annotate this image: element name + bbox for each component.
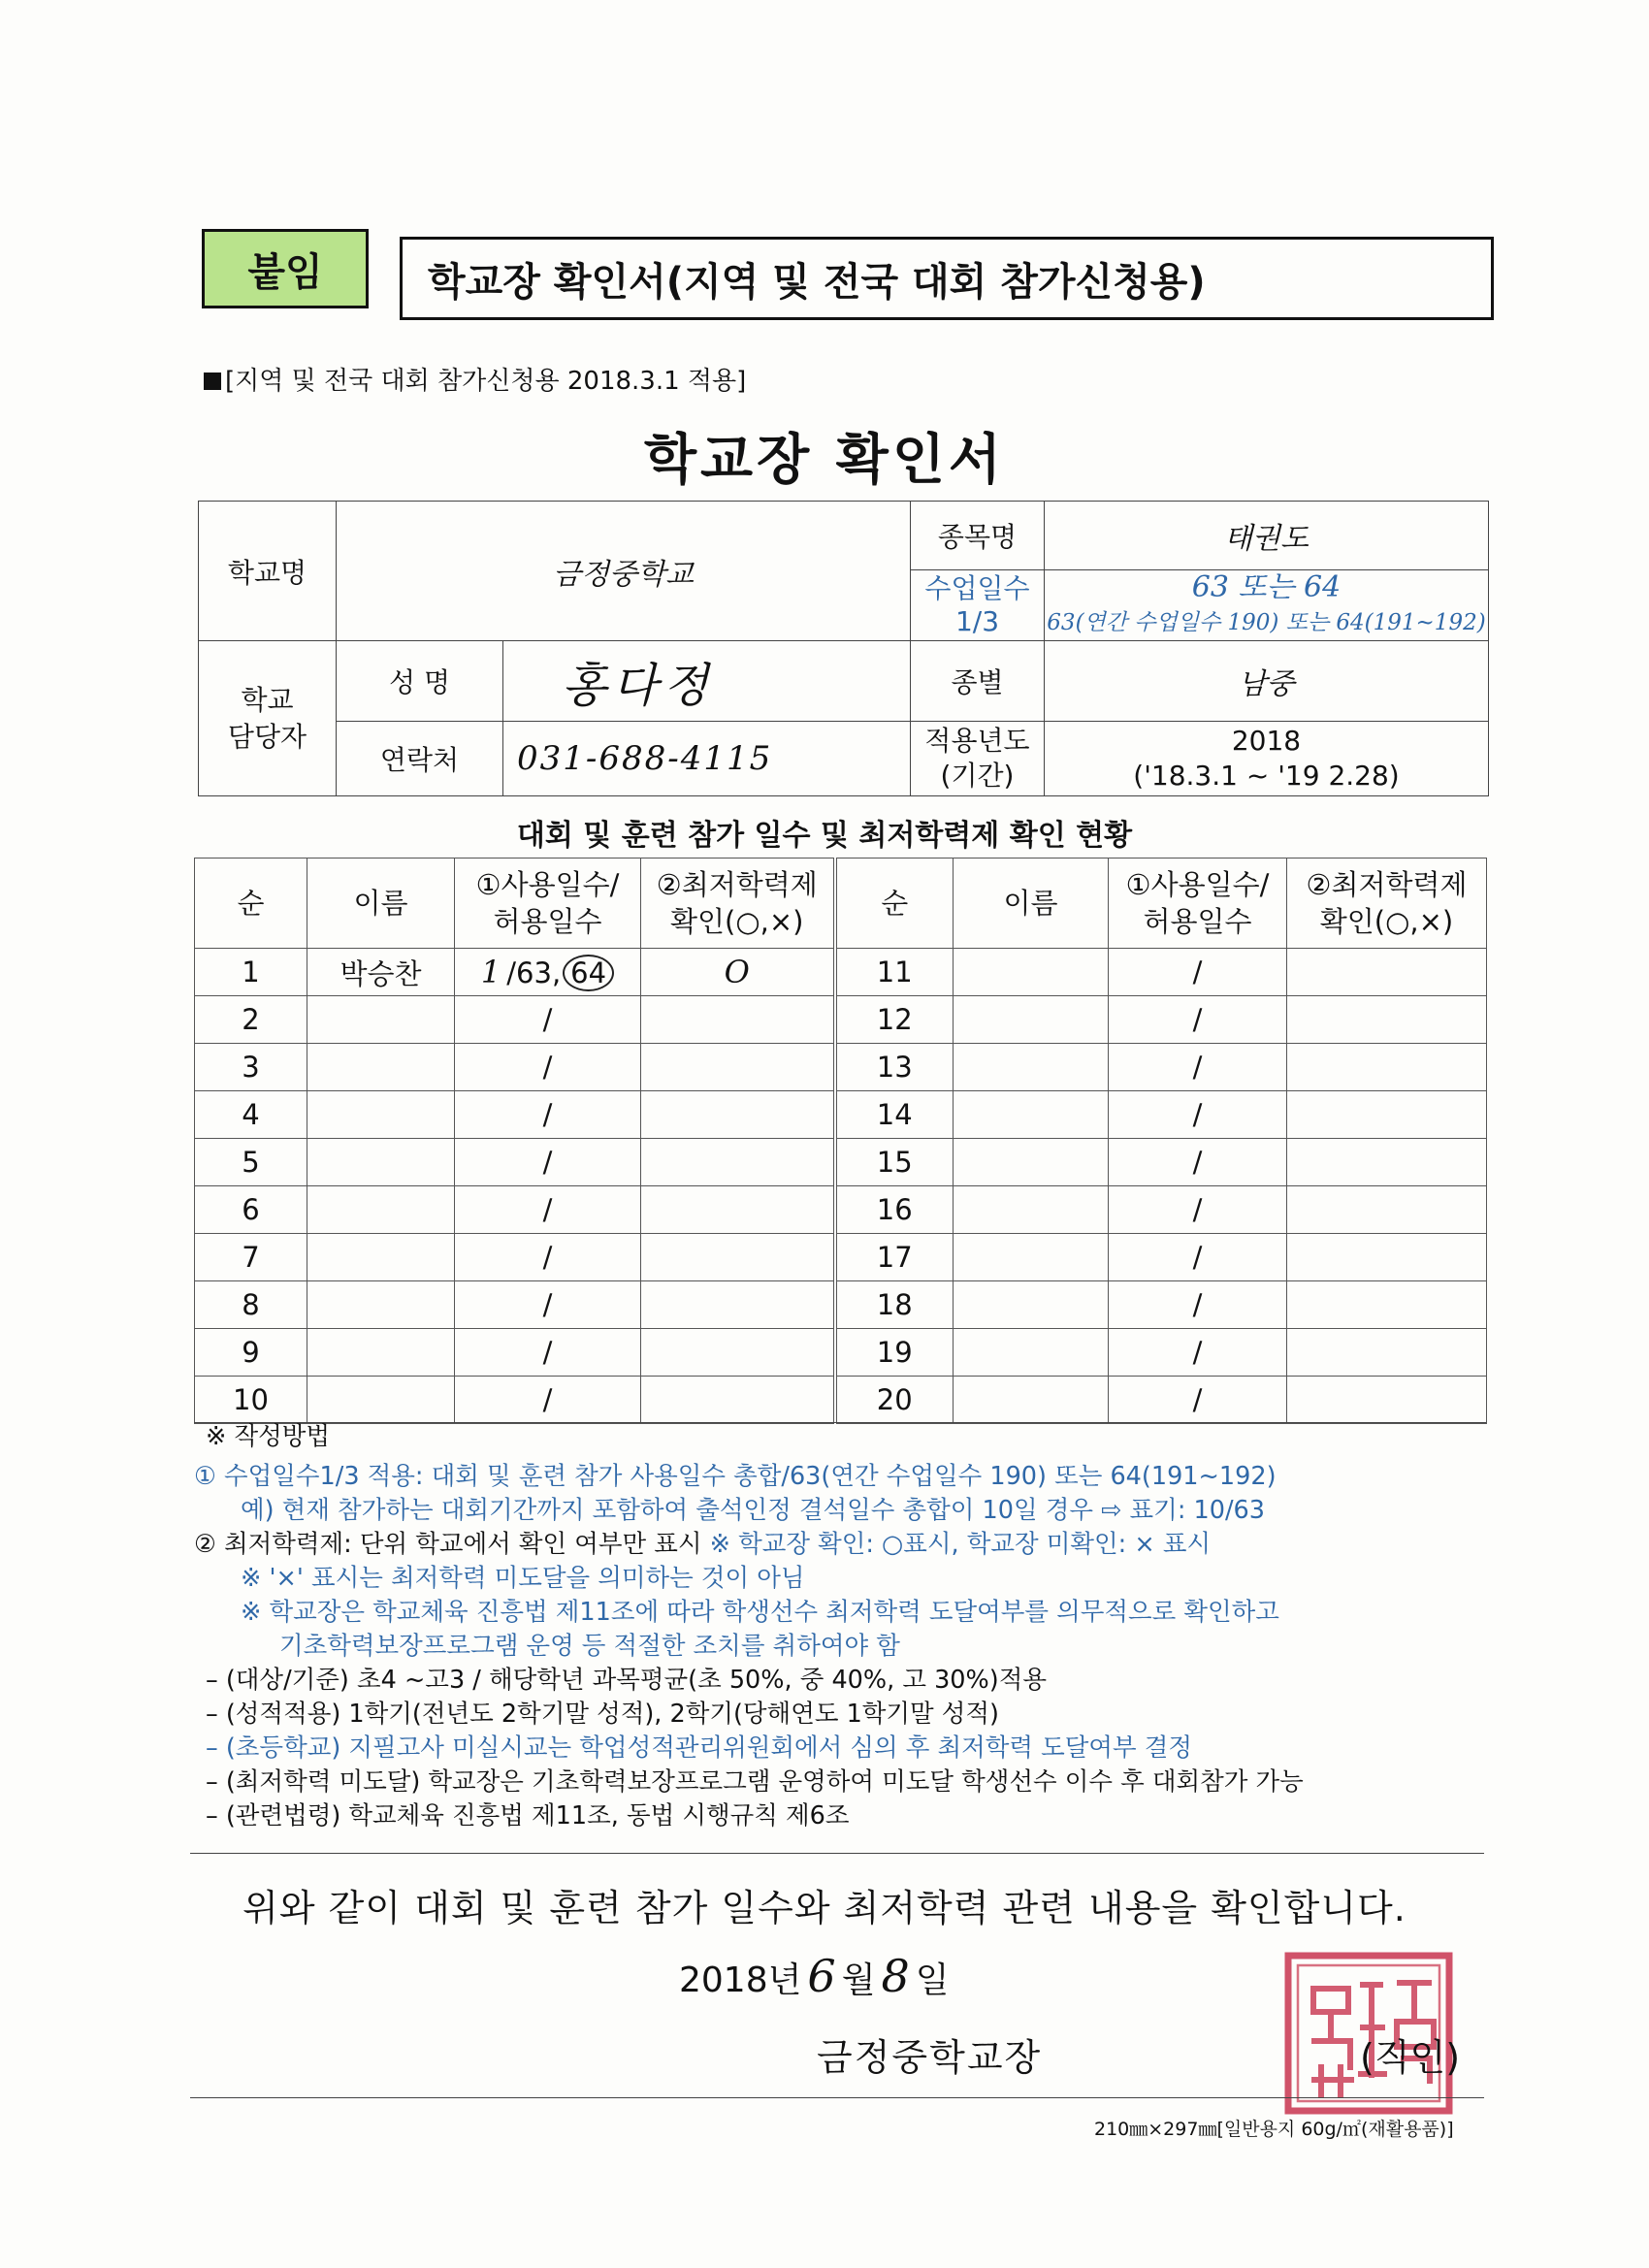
days-used-allowed: / <box>1109 1234 1287 1281</box>
min-academic-check <box>1287 1139 1487 1186</box>
attachment-tag: 붙임 <box>202 229 369 308</box>
apply-year-label: 적용년도 (기간) <box>911 722 1045 796</box>
student-name <box>307 1139 455 1186</box>
student-name <box>954 949 1109 996</box>
days-used-allowed: / <box>1109 1044 1287 1091</box>
apply-year-value: 2018 ('18.3.1 ~ '19 2.28) <box>1045 722 1489 796</box>
subtitle-text: [지역 및 전국 대회 참가신청용 2018.3.1 적용] <box>225 367 747 396</box>
event-value: 태권도 <box>1045 502 1489 570</box>
event-label: 종목명 <box>911 502 1045 570</box>
days-allowed-b: 64 <box>563 955 614 991</box>
min-academic-check <box>1287 1329 1487 1377</box>
student-name <box>954 996 1109 1044</box>
days-used-allowed: / <box>1109 1139 1287 1186</box>
row-number: 12 <box>835 996 954 1044</box>
roster-row <box>195 1186 1487 1234</box>
header-days: ①사용일수/ 허용일수 <box>455 859 641 949</box>
days-used-allowed: / <box>1109 1281 1287 1329</box>
class-days-label: 수업일수 1/3 <box>911 570 1045 641</box>
row-number: 6 <box>195 1186 307 1234</box>
row-number: 17 <box>835 1234 954 1281</box>
student-name <box>954 1091 1109 1139</box>
days-used-allowed: / <box>455 1091 641 1139</box>
min-academic-check <box>1287 949 1487 996</box>
square-bullet-icon <box>204 373 221 390</box>
student-name <box>307 1044 455 1091</box>
seal-label: (직인) <box>1360 2036 1461 2079</box>
header-name: 이름 <box>307 859 455 949</box>
min-academic-check <box>641 1186 835 1234</box>
form-subtitle <box>204 361 746 397</box>
name-label: 성 명 <box>337 641 503 722</box>
row-number: 14 <box>835 1091 954 1139</box>
notes-bottom-rule <box>190 1853 1484 1854</box>
roster-row <box>195 949 1487 996</box>
header-check: ②최저학력제 확인(○,×) <box>641 859 835 949</box>
days-used-allowed: / <box>455 1377 641 1424</box>
principal-title: 금정중학교장 <box>817 2036 1043 2079</box>
notes-heading: ※ 작성방법 <box>206 1422 331 1451</box>
student-name <box>307 1329 455 1377</box>
student-name <box>954 1234 1109 1281</box>
header-days-right: ①사용일수/ 허용일수 <box>1109 859 1287 949</box>
roster-row <box>195 1377 1487 1424</box>
info-table <box>198 501 1489 796</box>
student-name <box>307 1091 455 1139</box>
note-line: ② 최저학력제: 단위 학교에서 확인 여부만 표시 ※ 학교장 확인: ○표시, 학교장 미확인: × 표시 <box>194 1530 1212 1559</box>
days-used-allowed: / <box>455 1329 641 1377</box>
roster-table <box>194 858 1487 1424</box>
roster-row <box>195 1139 1487 1186</box>
student-name <box>954 1281 1109 1329</box>
row-number: 10 <box>195 1377 307 1424</box>
header-name-right: 이름 <box>954 859 1109 949</box>
note-line: – (최저학력 미도달) 학교장은 기초학력보장프로그램 운영하여 미도달 학생선수 이수 후 대회참가 가능 <box>206 1767 1304 1797</box>
student-name <box>954 1329 1109 1377</box>
row-number: 16 <box>835 1186 954 1234</box>
student-name <box>307 996 455 1044</box>
days-used-allowed: / <box>455 1281 641 1329</box>
row-number: 20 <box>835 1377 954 1424</box>
roster-row <box>195 996 1487 1044</box>
roster-header-row <box>195 859 1487 949</box>
days-used-allowed: / <box>1109 1329 1287 1377</box>
days-used-allowed: / <box>455 1186 641 1234</box>
student-name <box>954 1186 1109 1234</box>
gender-label: 종별 <box>911 641 1045 722</box>
min-academic-check <box>1287 1186 1487 1234</box>
student-name <box>307 1377 455 1424</box>
min-academic-check <box>641 996 835 1044</box>
min-academic-check <box>1287 996 1487 1044</box>
paper-spec: 210㎜×297㎜[일반용지 60g/㎡(재활용품)] <box>1094 2119 1454 2140</box>
min-academic-check <box>641 1234 835 1281</box>
days-used-allowed: / <box>1109 1377 1287 1424</box>
gender-value: 남중 <box>1045 641 1489 722</box>
note-line: 기초학력보장프로그램 운영 등 적절한 조치를 취하여야 함 <box>279 1632 900 1661</box>
row-number: 13 <box>835 1044 954 1091</box>
min-academic-check <box>1287 1091 1487 1139</box>
min-academic-check <box>641 1281 835 1329</box>
roster-row <box>195 1091 1487 1139</box>
row-number: 18 <box>835 1281 954 1329</box>
note-line: – (초등학교) 지필고사 미실시교는 학업성적관리위원회에서 심의 후 최저학력 도달여부 결정 <box>206 1733 1193 1763</box>
school-name-label: 학교명 <box>199 502 337 641</box>
row-number: 9 <box>195 1329 307 1377</box>
min-academic-check <box>641 1044 835 1091</box>
days-used-allowed: / <box>455 1234 641 1281</box>
instructions <box>194 1420 1494 1833</box>
confirmation-statement: 위와 같이 대회 및 훈련 참가 일수와 최저학력 관련 내용을 확인합니다. <box>242 1887 1406 1929</box>
row-number: 2 <box>195 996 307 1044</box>
note-line: ※ '×' 표시는 최저학력 미도달을 의미하는 것이 아님 <box>241 1564 805 1593</box>
roster-row <box>195 1044 1487 1091</box>
note-line: 예) 현재 참가하는 대회기간까지 포함하여 출석인정 결석일수 총합이 10일 경우 ⇨ 표기: 10/63 <box>241 1496 1265 1525</box>
min-academic-check <box>641 1377 835 1424</box>
header-check-right: ②최저학력제 확인(○,×) <box>1287 859 1487 949</box>
days-used-allowed: / <box>455 1139 641 1186</box>
days-used-allowed: / <box>1109 996 1287 1044</box>
row-number: 3 <box>195 1044 307 1091</box>
days-used-allowed: / <box>1109 1186 1287 1234</box>
header-no-right: 순 <box>835 859 954 949</box>
contact-label: 연락처 <box>337 722 503 796</box>
roster-row <box>195 1329 1487 1377</box>
student-name <box>307 1186 455 1234</box>
row-number: 5 <box>195 1139 307 1186</box>
roster-row <box>195 1234 1487 1281</box>
min-academic-check <box>1287 1377 1487 1424</box>
min-academic-check <box>1287 1044 1487 1091</box>
manager-name-signature: 홍다정 <box>503 641 911 722</box>
row-number: 15 <box>835 1139 954 1186</box>
school-name-value: 금정중학교 <box>337 502 911 641</box>
note-line: ① 수업일수1/3 적용: 대회 및 훈련 참가 사용일수 총합/63(연간 수업일수 190) 또는 64(191~192) <box>194 1462 1277 1491</box>
row-number: 11 <box>835 949 954 996</box>
min-academic-check <box>1287 1234 1487 1281</box>
header-title: 학교장 확인서(지역 및 전국 대회 참가신청용) <box>400 237 1494 320</box>
footer-rule <box>190 2097 1484 2098</box>
days-used-allowed: / <box>1109 1091 1287 1139</box>
row-number: 7 <box>195 1234 307 1281</box>
note-line: – (성적적용) 1학기(전년도 2학기말 성적), 2학기(당해연도 1학기말 성적) <box>206 1700 1000 1729</box>
days-used-allowed: / <box>1109 949 1287 996</box>
student-name: 박승찬 <box>307 949 455 996</box>
min-academic-check <box>641 1091 835 1139</box>
student-name <box>954 1377 1109 1424</box>
row-number: 19 <box>835 1329 954 1377</box>
min-academic-check: O <box>641 949 835 996</box>
row-number: 8 <box>195 1281 307 1329</box>
student-name <box>954 1139 1109 1186</box>
days-used-allowed: / <box>455 1044 641 1091</box>
class-days-value: 63 또는 64 63(연간 수업일수 190) 또는 64(191~192) <box>1045 570 1489 641</box>
row-number: 1 <box>195 949 307 996</box>
roster-row <box>195 1281 1487 1329</box>
note-line: – (대상/기준) 초4 ~고3 / 해당학년 과목평균(초 50%, 중 40%, 고 30%)적용 <box>206 1666 1047 1695</box>
contact-value: 031-688-4115 <box>503 722 911 796</box>
min-academic-check <box>1287 1281 1487 1329</box>
section-title: 대회 및 훈련 참가 일수 및 최저학력제 확인 현황 <box>516 819 1133 853</box>
days-allowed-a: /63, <box>506 956 562 989</box>
row-number: 4 <box>195 1091 307 1139</box>
student-name <box>307 1234 455 1281</box>
min-academic-check <box>641 1139 835 1186</box>
days-used-allowed <box>455 949 641 996</box>
document-title: 학교장 확인서 <box>643 429 1006 492</box>
student-name <box>954 1044 1109 1091</box>
min-academic-check <box>641 1329 835 1377</box>
days-used-allowed: / <box>455 996 641 1044</box>
student-name <box>307 1281 455 1329</box>
header-no: 순 <box>195 859 307 949</box>
note-line: ※ 학교장은 학교체육 진흥법 제11조에 따라 학생선수 최저학력 도달여부를 의무적으로 확인하고 <box>241 1598 1279 1627</box>
note-line: – (관련법령) 학교체육 진흥법 제11조, 동법 시행규칙 제6조 <box>206 1801 850 1831</box>
days-used: 1 <box>480 953 501 990</box>
manager-label: 학교 담당자 <box>199 641 337 796</box>
signing-date: 2018년 6 월 8 일 <box>679 1950 950 2002</box>
